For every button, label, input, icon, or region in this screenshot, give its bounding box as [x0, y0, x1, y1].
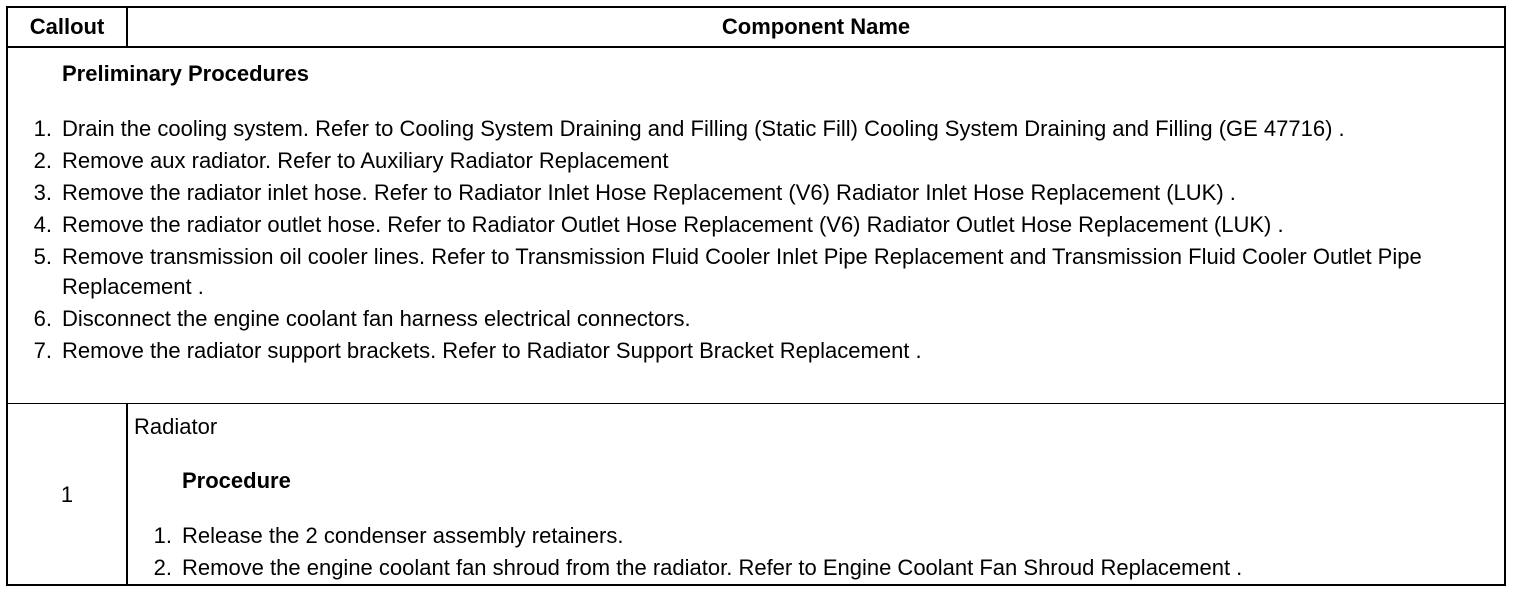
preliminary-steps-list — [8, 114, 1494, 368]
step-text: Remove the radiator support brackets. Refer to Radiator Support Bracket Replacement . — [62, 338, 922, 363]
procedure-title: Procedure — [182, 468, 291, 493]
step-text: Remove the radiator outlet hose. Refer to Radiator Outlet Hose Replacement (V6) Radiator Outlet Hose Replacement (LUK) . — [62, 212, 1284, 237]
step-text: Remove aux radiator. Refer to Auxiliary Radiator Replacement — [62, 148, 669, 173]
component-name: Radiator — [134, 414, 218, 439]
preliminary-procedures-section — [8, 48, 1504, 404]
step-number: 3. — [33, 180, 52, 205]
callout-number: 1 — [60, 482, 74, 507]
step-text: Release the 2 condenser assembly retainers. — [182, 523, 624, 548]
callout-column-header: Callout — [8, 8, 128, 46]
preliminary-step — [8, 304, 1494, 334]
procedure-step — [128, 521, 1494, 551]
procedure-step — [128, 553, 1494, 583]
preliminary-step — [8, 114, 1494, 144]
step-text: Remove the radiator inlet hose. Refer to Radiator Inlet Hose Replacement (V6) Radiator Inlet Hose Replacement (LUK) . — [62, 180, 1236, 205]
table-row — [8, 404, 1504, 584]
callout-cell — [8, 404, 128, 584]
step-text: Drain the cooling system. Refer to Cooling System Draining and Filling (Static Fill) Cooling System Draining and Filling (GE 47716) . — [62, 116, 1345, 141]
step-number: 7. — [33, 338, 52, 363]
step-text: Remove the engine coolant fan shroud from the radiator. Refer to Engine Coolant Fan Shroud Replacement . — [182, 555, 1243, 580]
step-number: 1. — [33, 116, 52, 141]
component-name-column-header: Component Name — [721, 14, 911, 39]
procedure-steps-list — [128, 521, 1494, 585]
step-number: 4. — [33, 212, 52, 237]
component-cell — [128, 404, 1504, 584]
preliminary-step — [8, 336, 1494, 366]
step-text: Disconnect the engine coolant fan harness electrical connectors. — [62, 306, 691, 331]
preliminary-procedures-title: Preliminary Procedures — [62, 61, 310, 86]
procedure-table — [6, 6, 1506, 586]
preliminary-step — [8, 178, 1494, 208]
step-number: 5. — [33, 244, 52, 269]
step-text: Remove transmission oil cooler lines. Refer to Transmission Fluid Cooler Inlet Pipe Replacement and Transmission Fluid Cooler Outlet Pipe Replacement . — [62, 244, 1422, 299]
preliminary-step — [8, 210, 1494, 240]
preliminary-step — [8, 146, 1494, 176]
table-header — [8, 8, 1504, 48]
step-number: 6. — [33, 306, 52, 331]
step-number: 2. — [153, 555, 172, 580]
preliminary-step — [8, 242, 1494, 302]
step-number: 1. — [153, 523, 172, 548]
step-number: 2. — [33, 148, 52, 173]
